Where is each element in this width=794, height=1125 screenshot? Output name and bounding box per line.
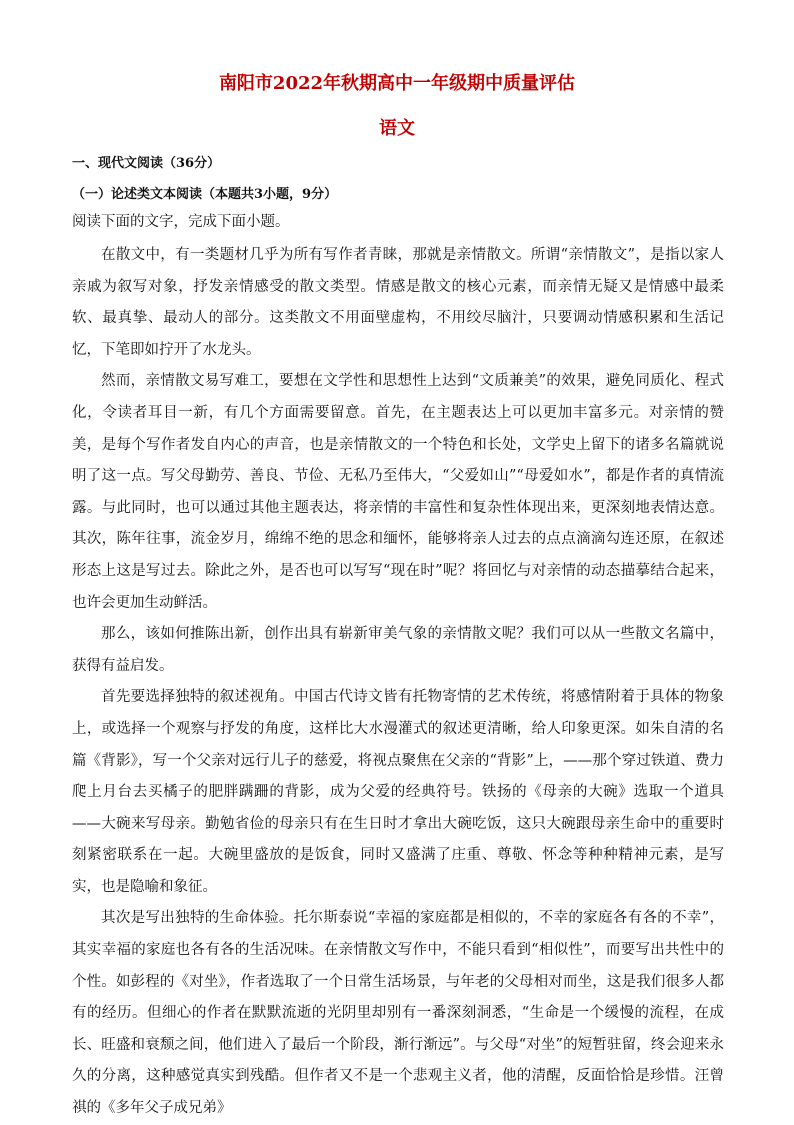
document-title: 南阳市2022年秋期高中一年级期中质量评估: [218, 73, 576, 94]
paragraph: 首先要选择独特的叙述视角。中国古代诗文皆有托物寄情的艺术传统，将感情附着于具体的物象上，或选择一个观察与抒发的角度，这样比大水漫灌式的叙述更清晰，给人印象更深。如朱自清的名篇《背影》，写一个父亲对远行儿子的慈爱，将视点聚焦在父亲的“背影”上，——那个穿过铁道、费力爬上月台去买橘子的肥胖蹒跚的背影，成为父爱的经典符号。铁扬的《母亲的大碗》选取一个道具——大碗来写母亲。勤勉省俭的母亲只有在生日时才拿出大碗吃饭，这只大碗跟母亲生命中的重要时刻紧密联系在一起。大碗里盛放的是饭食，同时又盛满了庄重、尊敬、怀念等种种精神元素，是写实，也是隐喻和象征。: [72, 689, 724, 895]
paragraph: 那么，该如何推陈出新，创作出具有崭新审美气象的亲情散文呢？我们可以从一些散文名篇中，获得有益启发。: [72, 626, 724, 674]
reading-instruction: 阅读下面的文字，完成下面小题。: [72, 214, 290, 230]
section-heading: 一、现代文阅读（36分）: [72, 156, 221, 171]
paragraph: 然而，亲情散文易写难工，要想在文学性和思想性上达到“文质兼美”的效果，避免同质化、程式化，令读者耳目一新，有几个方面需要留意。首先，在主题表达上可以更加丰富多元。对亲情的赞美，是每个写作者发自内心的声音，也是亲情散文的一个特色和长处，文学史上留下的诸多名篇就说明了这一点。写父母勤劳、善良、节俭、无私乃至伟大，“父爱如山”“母爱如水”，都是作者的真情流露。与此同时，也可以通过其他主题表达，将亲情的丰富性和复杂性体现出来，更深刻地表情达意。其次，陈年往事，流金岁月，绵绵不绝的思念和缅怀，能够将亲人过去的点点滴滴勾连还原，在叙述形态上这是写过去。除此之外，是否也可以写写“现在时”呢？将回忆与对亲情的动态描摹结合起来，也许会更加生动鲜活。: [72, 373, 724, 611]
paragraph: 在散文中，有一类题材几乎为所有写作者青睐，那就是亲情散文。所谓“亲情散文”，是指以家人亲戚为叙写对象，抒发亲情感受的散文类型。情感是散文的核心元素，而亲情无疑又是情感中最柔软、最真挚、最动人的部分。这类散文不用面壁虚构，不用绞尽脑汁，只要调动情感积累和生活记忆，下笔即如拧开了水龙头。: [72, 247, 724, 358]
subject-heading: 语文: [379, 118, 415, 139]
passage-body: [72, 240, 724, 1125]
paragraph: 其次是写出独特的生命体验。托尔斯泰说“幸福的家庭都是相似的，不幸的家庭各有各的不幸”，其实幸福的家庭也各有各的生活况味。在亲情散文写作中，不能只看到“相似性”，而要写出共性中的个性。如彭程的《对坐》，作者选取了一个日常生活场景，与年老的父母相对而坐，这是我们很多人都有的经历。但细心的作者在默默流逝的光阴里却别有一番深刻洞悉，“生命是一个缓慢的流程，在成长、旺盛和衰颓之间，他们进入了最后一个阶段，渐行渐远”。与父母“对坐”的短暂驻留，终会迎来永久的分离，这种感觉真实到残酷。但作者又不是一个悲观主义者，他的清醒，反面恰恰是珍惜。汪曾祺的《多年父子成兄弟》: [72, 910, 724, 1117]
subsection-heading: （一）论述类文本阅读（本题共3小题，9分）: [72, 187, 338, 202]
